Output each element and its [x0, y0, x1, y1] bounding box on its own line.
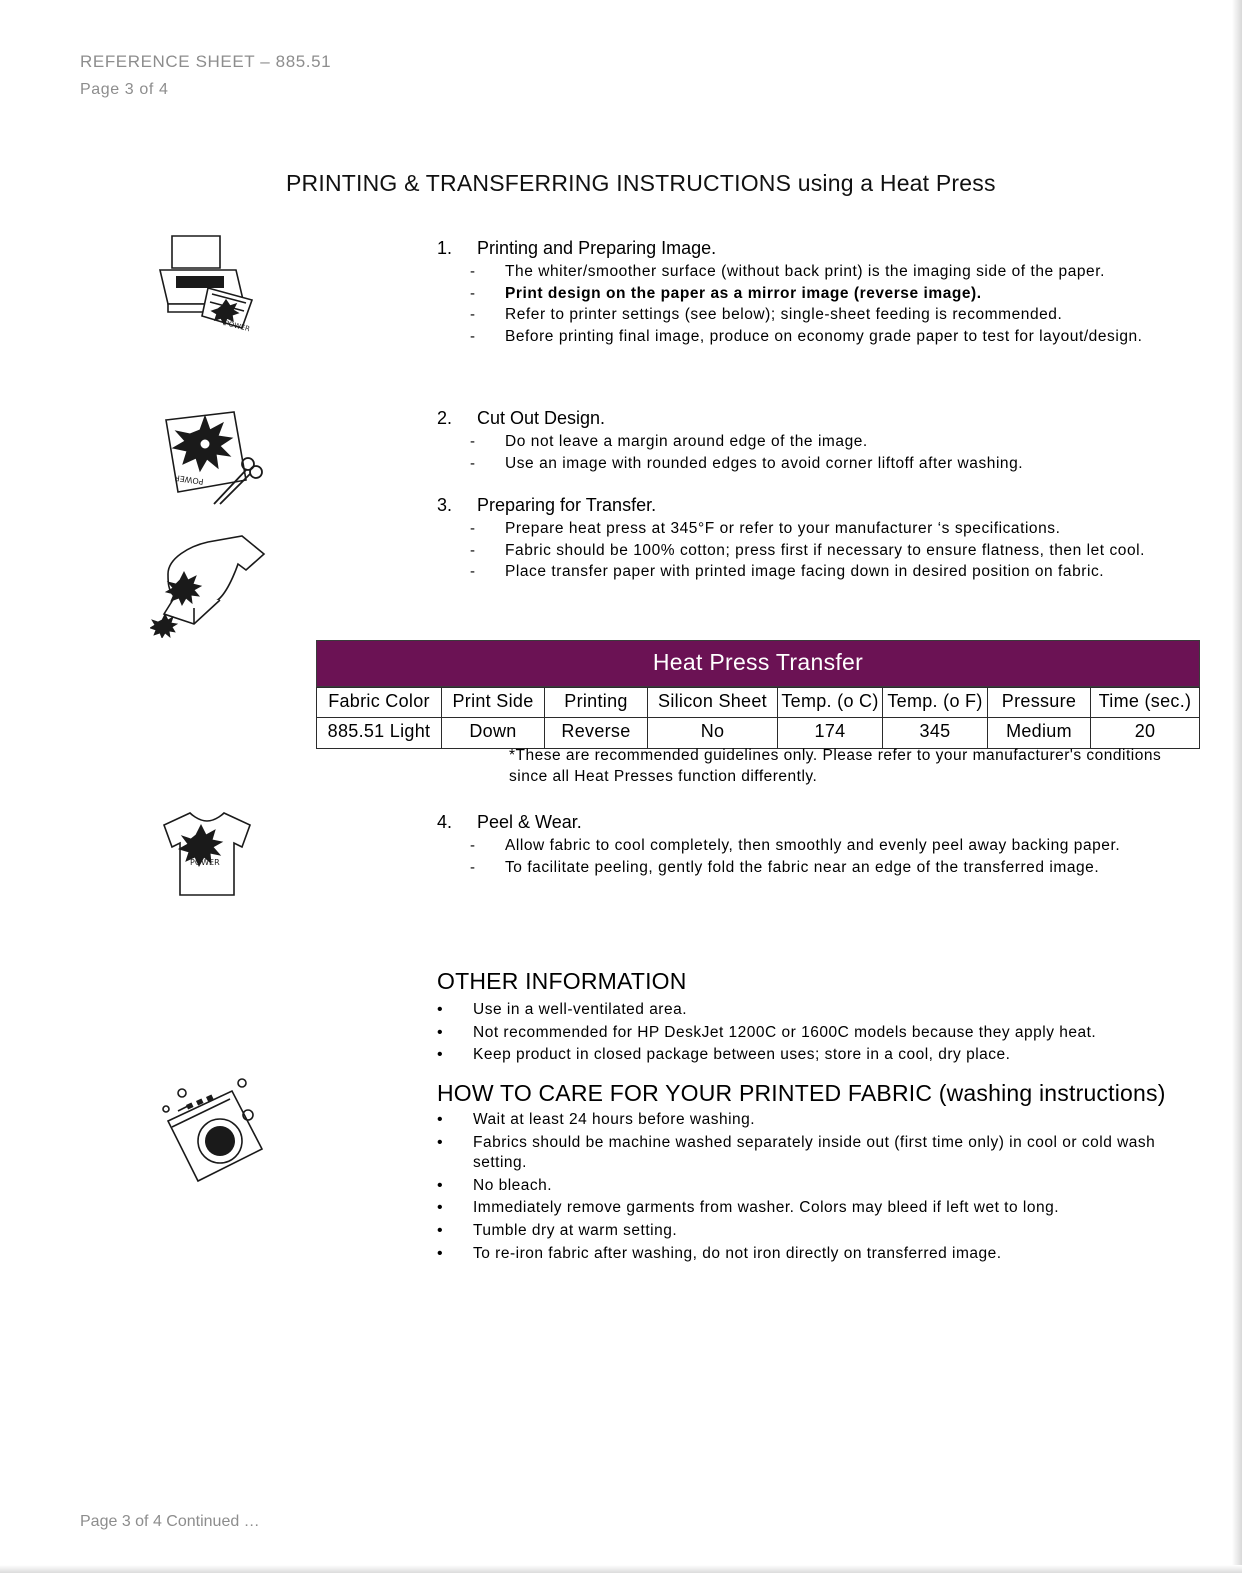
- page-edge-shadow-bottom: [0, 1565, 1242, 1573]
- section-number: 2.: [437, 408, 453, 428]
- page-number-header: Page 3 of 4: [80, 81, 169, 98]
- page-title: PRINTING & TRANSFERRING INSTRUCTIONS using a Heat Press: [286, 170, 996, 196]
- table-cell: Medium: [988, 718, 1091, 749]
- table-cell: Down: [442, 718, 545, 749]
- dash-marker: -: [470, 837, 476, 854]
- finished-shirt-illustration: [150, 805, 265, 905]
- list-item: [437, 1244, 1162, 1265]
- bullet-list: [437, 262, 1162, 347]
- table-cell: 20: [1091, 718, 1200, 749]
- list-item-text: The whiter/smoother surface (without back print) is the imaging side of the paper.: [505, 263, 1105, 280]
- dash-marker: -: [470, 306, 476, 324]
- heat-press-transfer-table-wrapper: [316, 640, 1192, 749]
- section-heading: [437, 812, 1162, 833]
- heat-press-transfer-table: [316, 640, 1200, 749]
- table-header-row: [317, 688, 1200, 718]
- list-item-text: Refer to printer settings (see below); single-sheet feeding is recommended.: [505, 306, 1063, 324]
- section-number: 1.: [437, 238, 453, 258]
- bullet-list: [437, 519, 1162, 583]
- bullet-dot: •: [437, 1111, 444, 1128]
- heat-press-shirt-illustration: [150, 528, 275, 638]
- list-item-text: To re-iron fabric after washing, do not iron directly on transferred image.: [473, 1244, 1002, 1262]
- other-information-heading: OTHER INFORMATION: [437, 968, 687, 994]
- table-cell: Reverse: [545, 718, 648, 749]
- dash-marker: -: [470, 541, 476, 559]
- dash-marker: -: [470, 433, 476, 450]
- list-item: [437, 1045, 1162, 1066]
- list-item: [470, 454, 1162, 475]
- list-item: [470, 305, 1162, 326]
- list-item: [437, 1000, 1162, 1021]
- washing-machine-illustration: [150, 1075, 275, 1195]
- list-item-text: Keep product in closed package between uses; store in a cool, dry place.: [473, 1046, 1011, 1064]
- column-header: Pressure: [988, 688, 1091, 718]
- column-header: Temp. (o C): [778, 688, 883, 718]
- list-item-text: Fabrics should be machine washed separately inside out (first time only) in cool or cold wash setting.: [473, 1133, 1156, 1172]
- other-information-list: [437, 1000, 1162, 1068]
- section-heading: [437, 495, 1162, 516]
- page-edge-shadow-right: [1232, 0, 1242, 1573]
- table-cell: 885.51 Light: [317, 718, 442, 749]
- list-item-text: Use an image with rounded edges to avoid corner liftoff after washing.: [505, 454, 1024, 472]
- table-cell: 345: [883, 718, 988, 749]
- list-item: [437, 1176, 1162, 1197]
- list-item: [470, 432, 1162, 453]
- list-item-text: Use in a well-ventilated area.: [473, 1001, 688, 1018]
- dash-marker: -: [470, 263, 476, 280]
- list-item: [470, 562, 1162, 583]
- bullet-dot: •: [437, 1244, 444, 1262]
- list-item: [470, 541, 1162, 562]
- dash-marker: -: [470, 327, 476, 345]
- care-instructions-heading: HOW TO CARE FOR YOUR PRINTED FABRIC (washing instructions): [437, 1080, 1166, 1106]
- table-caption: Heat Press Transfer: [316, 640, 1200, 687]
- dash-marker: -: [470, 858, 476, 876]
- column-header: Temp. (o F): [883, 688, 988, 718]
- list-item-text: Do not leave a margin around edge of the image.: [505, 433, 868, 450]
- dash-marker: -: [470, 454, 476, 472]
- list-item-text: Wait at least 24 hours before washing.: [473, 1111, 756, 1128]
- list-item: [437, 1133, 1162, 1174]
- section-title: Printing and Preparing Image.: [477, 238, 717, 258]
- section-heading: [437, 238, 1162, 259]
- table-row: [317, 718, 1200, 749]
- list-item: [470, 519, 1162, 540]
- section-heading: [437, 408, 1162, 429]
- list-item: [470, 327, 1162, 348]
- list-item-text: Immediately remove garments from washer. Colors may bleed if left wet to long.: [473, 1199, 1060, 1217]
- bullet-dot: •: [437, 1222, 444, 1240]
- section-title: Preparing for Transfer.: [477, 495, 657, 515]
- dash-marker: -: [470, 520, 476, 537]
- section-cut-out-design: [437, 408, 1162, 475]
- column-header: Printing: [545, 688, 648, 718]
- table-footnote: *These are recommended guidelines only. Please refer to your manufacturer's conditions since all Heat Presses function differently.: [509, 747, 1162, 785]
- list-item-text: Allow fabric to cool completely, then smoothly and evenly peel away backing paper.: [505, 837, 1121, 854]
- page-footer: Page 3 of 4 Continued …: [80, 1513, 260, 1530]
- list-item: [470, 262, 1162, 283]
- section-number: 3.: [437, 495, 453, 515]
- list-item: [437, 1110, 1162, 1131]
- care-instructions-list: [437, 1110, 1162, 1266]
- list-item-text: To facilitate peeling, gently fold the fabric near an edge of the transferred image.: [505, 858, 1100, 876]
- bullet-dot: •: [437, 1133, 444, 1151]
- column-header: Time (sec.): [1091, 688, 1200, 718]
- list-item: [470, 858, 1162, 879]
- dash-marker: -: [470, 284, 476, 302]
- scissors-cutting-illustration: [150, 408, 265, 513]
- section-number: 4.: [437, 812, 453, 832]
- column-header: Fabric Color: [317, 688, 442, 718]
- reference-sheet-header: REFERENCE SHEET – 885.51: [80, 52, 332, 71]
- list-item: [437, 1198, 1162, 1219]
- list-item-text: Print design on the paper as a mirror image (reverse image).: [505, 284, 982, 302]
- bullet-dot: •: [437, 1001, 444, 1018]
- list-item: [437, 1221, 1162, 1242]
- bullet-list: [437, 432, 1162, 474]
- section-title: Peel & Wear.: [477, 812, 582, 832]
- bullet-dot: •: [437, 1046, 444, 1064]
- list-item: [437, 1023, 1162, 1044]
- printer-illustration: [150, 228, 265, 333]
- list-item-text: No bleach.: [473, 1176, 553, 1194]
- bullet-list: [437, 836, 1162, 878]
- list-item-text: Before printing final image, produce on economy grade paper to test for layout/design.: [505, 327, 1143, 345]
- svg-text:POWER: POWER: [190, 858, 220, 867]
- column-header: Silicon Sheet: [648, 688, 778, 718]
- section-printing-and-preparing: [437, 238, 1162, 348]
- list-item-text: Tumble dry at warm setting.: [473, 1222, 678, 1240]
- svg-text:POWER: POWER: [223, 319, 251, 333]
- bullet-dot: •: [437, 1199, 444, 1217]
- list-item-text: Fabric should be 100% cotton; press first if necessary to ensure flatness, then let cool.: [505, 541, 1145, 559]
- table-cell: No: [648, 718, 778, 749]
- list-item: [470, 284, 1162, 305]
- column-header: Print Side: [442, 688, 545, 718]
- bullet-dot: •: [437, 1176, 444, 1194]
- list-item: [470, 836, 1162, 857]
- svg-text:POWER: POWER: [173, 473, 205, 487]
- list-item-text: Prepare heat press at 345°F or refer to your manufacturer ‘s specifications.: [505, 520, 1061, 537]
- section-peel-and-wear: [437, 812, 1162, 879]
- dash-marker: -: [470, 563, 476, 581]
- list-item-text: Not recommended for HP DeskJet 1200C or 1600C models because they apply heat.: [473, 1023, 1097, 1041]
- section-preparing-for-transfer: [437, 495, 1162, 584]
- bullet-dot: •: [437, 1023, 444, 1041]
- section-title: Cut Out Design.: [477, 408, 606, 428]
- list-item-text: Place transfer paper with printed image facing down in desired position on fabric.: [505, 563, 1105, 581]
- table-cell: 174: [778, 718, 883, 749]
